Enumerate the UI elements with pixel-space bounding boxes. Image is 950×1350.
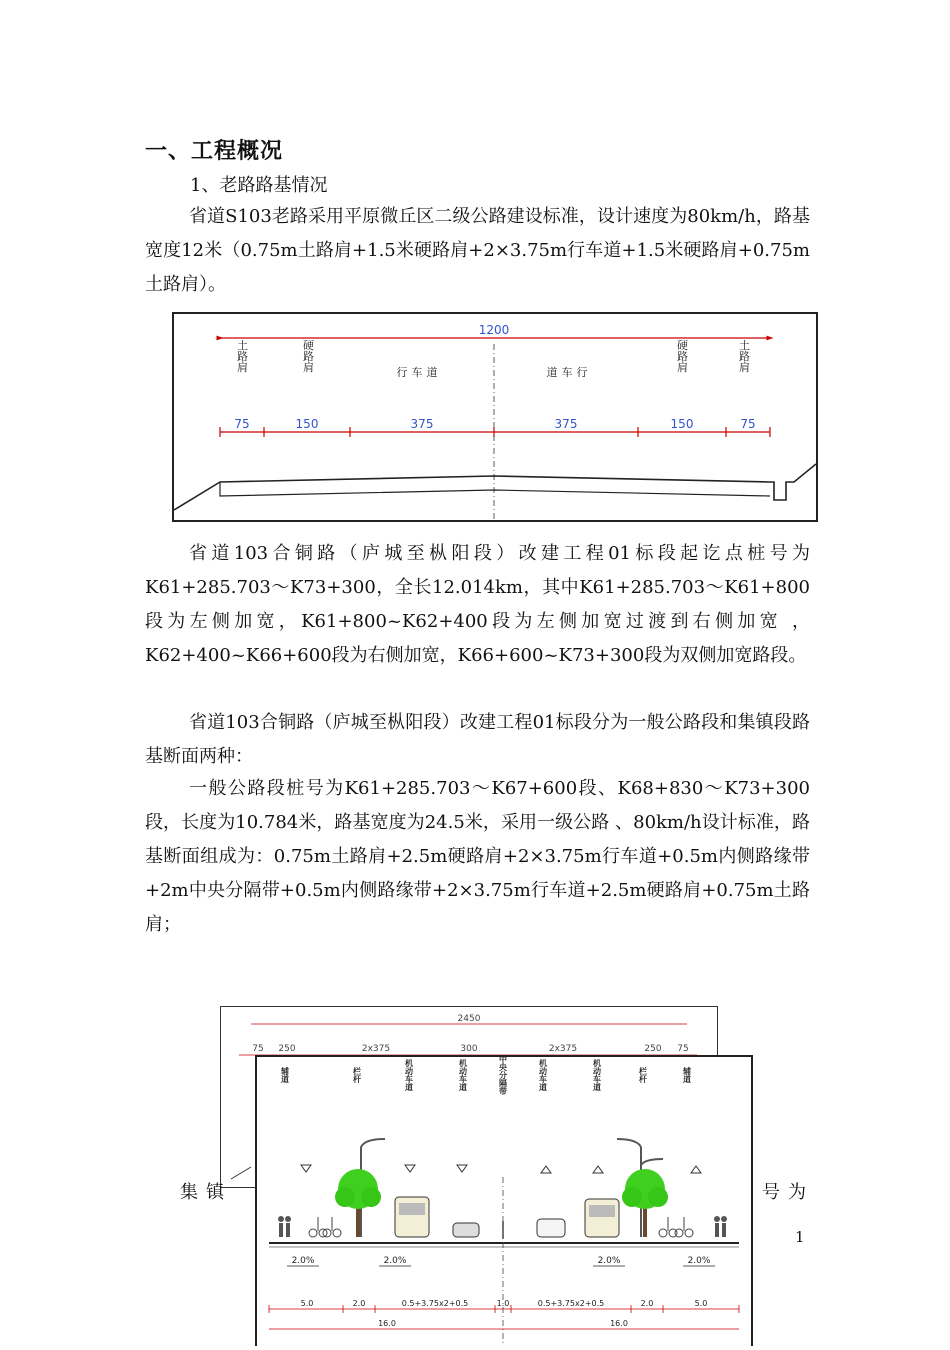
fig1-label-hard-shoulder-left: 硬路肩 — [301, 339, 315, 373]
tree-left-icon — [335, 1169, 381, 1237]
fig2-half-width-right: 16.0 — [610, 1319, 628, 1328]
fig1-dim-1: 150 — [295, 417, 319, 431]
fig2-top-dim-1: 250 — [278, 1044, 296, 1054]
car-right-icon — [537, 1219, 565, 1237]
fig1-label-earth-shoulder-right: 土路肩 — [737, 339, 751, 373]
pedestrian-right-icon — [714, 1216, 727, 1237]
fig2-bottom-dim-3: 1.0 — [496, 1299, 510, 1308]
fig1-label-lane-right: 道车行 — [546, 366, 592, 379]
fig2-label-6: 机动车道 — [592, 1059, 602, 1091]
old-road-cross-section — [172, 312, 818, 522]
fig1-label-hard-shoulder-right: 硬路肩 — [675, 339, 689, 373]
tree-right-icon — [622, 1169, 668, 1237]
fig2-bottom-dim-4: 0.5+3.75x2+0.5 — [537, 1299, 605, 1308]
direction-arrow-icon — [301, 1165, 311, 1172]
fig2-label-1: 栏杆 — [352, 1067, 362, 1083]
fig1-dim-5: 75 — [740, 417, 756, 431]
fig2-slope-3: 2.0% — [687, 1256, 711, 1266]
bus-right-icon — [585, 1199, 619, 1237]
fig2-bottom-dim-0: 5.0 — [300, 1299, 314, 1308]
bus-left-icon — [395, 1197, 429, 1237]
fig2-half-width-left: 16.0 — [378, 1319, 396, 1328]
new-road-paragraph-1: 省道103合铜路（庐城至枞阳段）改建工程01标段起讫点桩号为K61+285.703～K73+300，全长12.014km，其中K61+285.703～K61+800段为左侧加宽，K61+800~K62+400段为左侧加宽过渡到右侧加宽 ，K62+400~K66+600段为右侧加宽，K66+600~K73+300段为双侧加宽路段。 — [145, 543, 810, 666]
fig1-dim-0: 75 — [234, 417, 250, 431]
station-text-fragment: 号为 — [762, 1182, 814, 1203]
fig1-total-dim: 1200 — [478, 323, 510, 337]
fig2-total-dim: 2450 — [457, 1014, 481, 1024]
pedestrian-left-icon — [278, 1216, 291, 1237]
direction-arrow-icon — [691, 1166, 701, 1173]
subsection-title-old-road: 1、老路路基情况 — [190, 175, 328, 196]
new-road-paragraph-2: 省道103合铜路（庐城至枞阳段）改建工程01标段分为一般公路段和集镇段路基断面两种： — [145, 712, 810, 767]
page-number: 1 — [795, 1228, 805, 1246]
fig2-label-3: 机动车道 — [458, 1059, 468, 1091]
fig2-top-dim-3: 300 — [460, 1044, 478, 1054]
fig2-label-0: 辅道 — [280, 1067, 290, 1083]
direction-arrow-icon — [593, 1166, 603, 1173]
fig2-top-dim-5: 250 — [644, 1044, 662, 1054]
fig1-label-lane-left: 行车道 — [396, 366, 442, 379]
fig2-label-7: 栏杆 — [638, 1067, 648, 1083]
cyclist-left-icon — [309, 1217, 341, 1237]
fig1-dim-3: 375 — [554, 417, 578, 431]
fig2-label-8: 辅道 — [682, 1067, 692, 1083]
fig2-label-2: 机动车道 — [404, 1059, 414, 1091]
direction-arrow-icon — [457, 1165, 467, 1172]
direction-arrow-icon — [541, 1166, 551, 1173]
fig2-bottom-dim-1: 2.0 — [352, 1299, 366, 1308]
fig1-dim-4: 150 — [670, 417, 694, 431]
fig2-top-dim-6: 75 — [677, 1044, 689, 1054]
fig2-top-dim-2: 2x375 — [361, 1044, 391, 1054]
old-road-paragraph: 省道S103老路采用平原微丘区二级公路建设标准，设计速度为80km/h，路基宽度12米（0.75m土路肩+1.5米硬路肩+2×3.75m行车道+1.5米硬路肩+0.75m土路肩）。 — [145, 206, 810, 295]
fig2-top-dim-4: 2x375 — [548, 1044, 578, 1054]
cyclist-right-icon — [659, 1217, 693, 1237]
fig1-label-earth-shoulder-left: 土路肩 — [235, 339, 249, 373]
section-heading: 一、工程概况 — [145, 139, 284, 164]
fig2-bottom-dim-6: 5.0 — [694, 1299, 708, 1308]
car-left-icon — [453, 1223, 479, 1237]
fig2-top-dim-0: 75 — [252, 1044, 264, 1054]
direction-arrow-icon — [405, 1165, 415, 1172]
fig2-slope-1: 2.0% — [383, 1256, 407, 1266]
new-road-paragraph-3: 一般公路段桩号为K61+285.703～K67+600段、K68+830～K73+300段，长度为10.784米，路基宽度为24.5米，采用一级公路 、80km/h设计标准，路基断面组成为：0.75m土路肩+2.5m硬路肩+2×3.75m行车道+0.5m内侧路缘带+2m中央分隔带+0.5m内侧路缘带+2×3.75m行车道+2.5m硬路肩+0.75m土路肩； — [145, 778, 810, 935]
fig2-label-4: 中央分隔带 — [498, 1057, 508, 1095]
town-road-cross-section — [255, 1055, 753, 1346]
fig2-bottom-dim-2: 0.5+3.75x2+0.5 — [401, 1299, 469, 1308]
fig1-dim-2: 375 — [410, 417, 434, 431]
fig2-slope-2: 2.0% — [597, 1256, 621, 1266]
fig2-slope-0: 2.0% — [291, 1256, 315, 1266]
town-section-text-fragment: 集镇 — [180, 1182, 232, 1203]
fig2-label-5: 机动车道 — [538, 1059, 548, 1091]
fig2-bottom-dim-5: 2.0 — [640, 1299, 654, 1308]
